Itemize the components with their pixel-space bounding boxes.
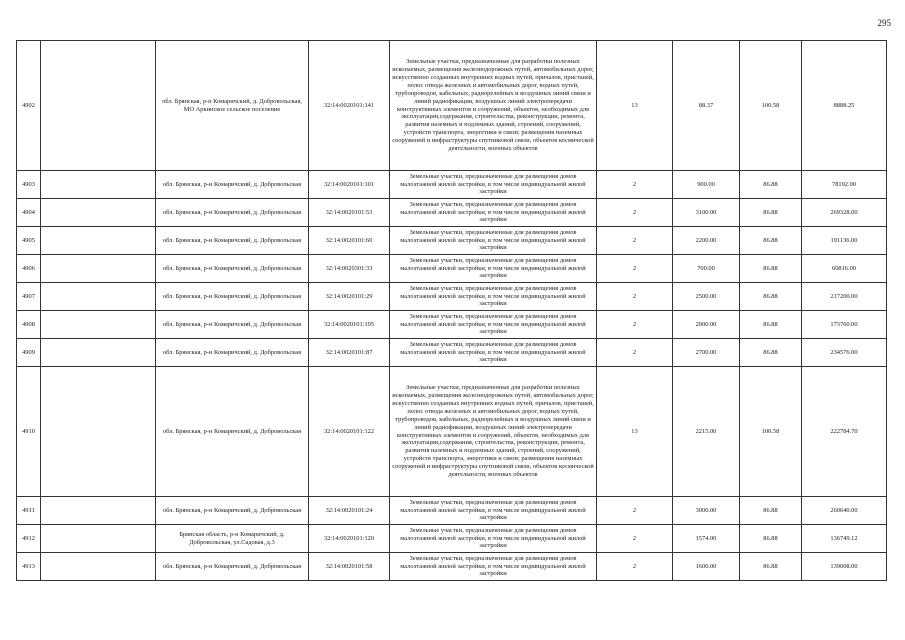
table-row: [17, 553, 887, 581]
use-group-code-cell: 2: [597, 339, 673, 367]
land-use-purpose-cell: Земельные участки, предназначенные для размещения домов малоэтажной жилой застройки, в том числе индивидуальной жилой застройки: [390, 339, 597, 367]
area-cell: 2215.00: [673, 367, 740, 497]
table-row: [17, 41, 887, 171]
empty-cell: [41, 199, 156, 227]
table-row: [17, 227, 887, 255]
cadastral-value-cell: 269328.00: [802, 199, 887, 227]
table-row: [17, 339, 887, 367]
empty-cell: [41, 497, 156, 525]
land-use-purpose-cell: Земельные участки, предназначенные для размещения домов малоэтажной жилой застройки, в том числе индивидуальной жилой застройки: [390, 553, 597, 581]
table-body: [17, 41, 887, 581]
table-row: [17, 311, 887, 339]
table-row: [17, 367, 887, 497]
use-group-code-cell: 2: [597, 283, 673, 311]
cadastral-number-cell: 32:14:0020101:58: [309, 553, 390, 581]
table-row: [17, 497, 887, 525]
use-group-code-cell: 2: [597, 311, 673, 339]
empty-cell: [41, 283, 156, 311]
specific-value-cell: 86.88: [740, 497, 802, 525]
area-cell: 3000.00: [673, 497, 740, 525]
use-group-code-cell: 2: [597, 553, 673, 581]
cadastral-value-cell: 139008.00: [802, 553, 887, 581]
use-group-code-cell: 2: [597, 199, 673, 227]
table-row: [17, 171, 887, 199]
specific-value-cell: 86.88: [740, 525, 802, 553]
specific-value-cell: 86.88: [740, 283, 802, 311]
table-row: [17, 283, 887, 311]
address-cell: обл. Брянская, р-н Комаричский, д. Добровольская: [156, 283, 309, 311]
address-cell: обл. Брянская, р-н Комаричский, д. Добровольская: [156, 339, 309, 367]
row-number-cell: 4906: [17, 255, 41, 283]
land-use-purpose-cell: Земельные участки, предназначенные для размещения домов малоэтажной жилой застройки, в том числе индивидуальной жилой застройки: [390, 283, 597, 311]
address-cell: обл. Брянская, р-н Комаричский, д. Добровольская: [156, 199, 309, 227]
cadastral-value-cell: 78192.00: [802, 171, 887, 199]
cadastral-value-cell: 8888.25: [802, 41, 887, 171]
specific-value-cell: 86.88: [740, 311, 802, 339]
cadastral-value-cell: 173760.00: [802, 311, 887, 339]
empty-cell: [41, 311, 156, 339]
land-use-purpose-cell: Земельные участки, предназначенные для размещения домов малоэтажной жилой застройки, в том числе индивидуальной жилой застройки: [390, 227, 597, 255]
area-cell: 3100.00: [673, 199, 740, 227]
land-use-purpose-cell: Земельные участки, предназначенные для размещения домов малоэтажной жилой застройки, в том числе индивидуальной жилой застройки: [390, 311, 597, 339]
cadastral-value-cell: 260640.00: [802, 497, 887, 525]
row-number-cell: 4905: [17, 227, 41, 255]
address-cell: обл. Брянская, р-н Комаричский, д. Добровольская: [156, 497, 309, 525]
land-registry-table: [16, 40, 887, 581]
cadastral-number-cell: 32:14:0020101:120: [309, 525, 390, 553]
specific-value-cell: 86.88: [740, 339, 802, 367]
area-cell: 900.00: [673, 171, 740, 199]
use-group-code-cell: 2: [597, 227, 673, 255]
cadastral-value-cell: 234576.00: [802, 339, 887, 367]
area-cell: 2200.00: [673, 227, 740, 255]
empty-cell: [41, 553, 156, 581]
specific-value-cell: 86.88: [740, 171, 802, 199]
row-number-cell: 4910: [17, 367, 41, 497]
cadastral-value-cell: 217200.00: [802, 283, 887, 311]
area-cell: 1600.00: [673, 553, 740, 581]
row-number-cell: 4911: [17, 497, 41, 525]
cadastral-value-cell: 222784.70: [802, 367, 887, 497]
cadastral-number-cell: 32:14:0020101:101: [309, 171, 390, 199]
cadastral-value-cell: 191136.00: [802, 227, 887, 255]
cadastral-number-cell: 32:14:0020101:141: [309, 41, 390, 171]
table-row: [17, 255, 887, 283]
use-group-code-cell: 13: [597, 367, 673, 497]
cadastral-number-cell: 32:14:0020101:60: [309, 227, 390, 255]
row-number-cell: 4909: [17, 339, 41, 367]
empty-cell: [41, 525, 156, 553]
row-number-cell: 4904: [17, 199, 41, 227]
address-cell: обл. Брянская, р-н Комаричский, д. Добровольская: [156, 553, 309, 581]
empty-cell: [41, 255, 156, 283]
empty-cell: [41, 171, 156, 199]
area-cell: 2000.00: [673, 311, 740, 339]
cadastral-number-cell: 32:14:0020101:53: [309, 199, 390, 227]
row-number-cell: 4908: [17, 311, 41, 339]
use-group-code-cell: 13: [597, 41, 673, 171]
area-cell: 700.00: [673, 255, 740, 283]
address-cell: обл. Брянская, р-н Комаричский, д. Добровольская: [156, 367, 309, 497]
cadastral-number-cell: 32:14:0020101:29: [309, 283, 390, 311]
specific-value-cell: 100.58: [740, 41, 802, 171]
area-cell: 1574.00: [673, 525, 740, 553]
cadastral-value-cell: 60816.00: [802, 255, 887, 283]
page-number: 295: [877, 18, 891, 28]
land-use-purpose-cell: Земельные участки, предназначенные для размещения домов малоэтажной жилой застройки, в том числе индивидуальной жилой застройки: [390, 255, 597, 283]
address-cell: обл. Брянская, р-н Комаричский, д. Добровольская, МО Аркинское сельское поселение: [156, 41, 309, 171]
row-number-cell: 4912: [17, 525, 41, 553]
cadastral-number-cell: 32:14:0020101:24: [309, 497, 390, 525]
use-group-code-cell: 2: [597, 255, 673, 283]
cadastral-number-cell: 32:14:0020101:87: [309, 339, 390, 367]
cadastral-number-cell: 32:14:0020101:122: [309, 367, 390, 497]
address-cell: обл. Брянская, р-н Комаричский, д. Добровольская: [156, 311, 309, 339]
specific-value-cell: 100.58: [740, 367, 802, 497]
cadastral-value-cell: 136749.12: [802, 525, 887, 553]
land-use-purpose-cell: Земельные участки, предназначенные для разработки полезных ископаемых, размещения железнодорожных путей, автомобильных дорог, искусственно созданных внутренних водных путей, причалов, пристаней, полос отвода железных и автомобильных дорог, водных путей, трубопроводов, кабельных, радиорелейных и воздушных линий связи и линий радиофикации, воздушных линий электропередачи конструктивных элементов и сооружений, объектов, необходимых для эксплуатации,содержания, строительства, реконструкции, ремонта, развития наземных и подземных зданий, строений, сооружений, устройств транспорта, энергетики и связи; размещения наземных сооружений и инфраструктуры спутниковой связи, объектов космической деятельности, военных объектов: [390, 367, 597, 497]
row-number-cell: 4913: [17, 553, 41, 581]
row-number-cell: 4903: [17, 171, 41, 199]
land-use-purpose-cell: Земельные участки, предназначенные для размещения домов малоэтажной жилой застройки, в том числе индивидуальной жилой застройки: [390, 199, 597, 227]
cadastral-number-cell: 32:14:0020101:105: [309, 311, 390, 339]
use-group-code-cell: 2: [597, 497, 673, 525]
specific-value-cell: 86.88: [740, 553, 802, 581]
address-cell: обл. Брянская, р-н Комаричский, д. Добровольская: [156, 255, 309, 283]
address-cell: обл. Брянская, р-н Комаричский, д. Добровольская: [156, 171, 309, 199]
address-cell: Брянская область, р-н Комаричский, д. Добровольская, ул.Садовая, д.3: [156, 525, 309, 553]
empty-cell: [41, 227, 156, 255]
specific-value-cell: 86.88: [740, 255, 802, 283]
area-cell: 88.37: [673, 41, 740, 171]
specific-value-cell: 86.88: [740, 227, 802, 255]
land-use-purpose-cell: Земельные участки, предназначенные для размещения домов малоэтажной жилой застройки, в том числе индивидуальной жилой застройки: [390, 525, 597, 553]
cadastral-number-cell: 32:14:0020301:33: [309, 255, 390, 283]
specific-value-cell: 86.88: [740, 199, 802, 227]
land-use-purpose-cell: Земельные участки, предназначенные для разработки полезных ископаемых, размещения железнодорожных путей, автомобильных дорог, искусственно созданных внутренних водных путей, причалов, пристаней, полос отвода железных и автомобильных дорог, водных путей, трубопроводов, кабельных, радиорелейных и воздушных линий связи и линий радиофикации, воздушных линий электропередачи конструктивных элементов и сооружений, объектов, необходимых для эксплуатации,содержания, строительства, реконструкции, ремонта, развития наземных и подземных зданий, строений, сооружений, устройств транспорта, энергетики и связи; размещения наземных сооружений и инфраструктуры спутниковой связи, объектов космической деятельности, военных объектов: [390, 41, 597, 171]
row-number-cell: 4902: [17, 41, 41, 171]
empty-cell: [41, 41, 156, 171]
address-cell: обл. Брянская, р-н Комаричский, д. Добровольская: [156, 227, 309, 255]
empty-cell: [41, 367, 156, 497]
empty-cell: [41, 339, 156, 367]
land-use-purpose-cell: Земельные участки, предназначенные для размещения домов малоэтажной жилой застройки, в том числе индивидуальной жилой застройки: [390, 171, 597, 199]
table-row: [17, 525, 887, 553]
land-use-purpose-cell: Земельные участки, предназначенные для размещения домов малоэтажной жилой застройки, в том числе индивидуальной жилой застройки: [390, 497, 597, 525]
area-cell: 2500.00: [673, 283, 740, 311]
area-cell: 2700.00: [673, 339, 740, 367]
use-group-code-cell: 2: [597, 525, 673, 553]
table-row: [17, 199, 887, 227]
use-group-code-cell: 2: [597, 171, 673, 199]
row-number-cell: 4907: [17, 283, 41, 311]
